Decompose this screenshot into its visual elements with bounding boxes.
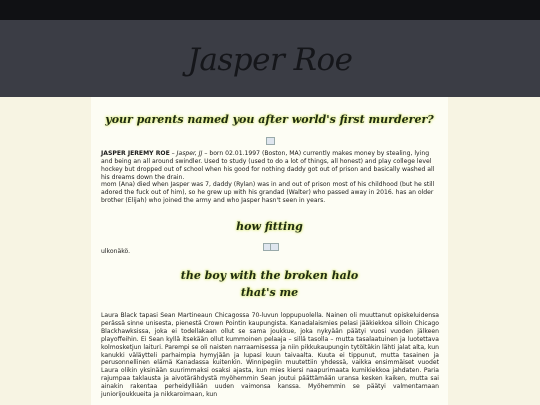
heading-how-fitting: how fitting	[236, 220, 303, 233]
appearance-label: ulkonäkö.	[101, 248, 131, 255]
heading-broken-halo: the boy with the broken halo that's me	[180, 269, 359, 299]
top-bar	[0, 0, 540, 20]
heading-name-origin: your parents named you after world's first murderer?	[105, 113, 434, 126]
family-paragraph: mom (Ana) died when Jasper was 7, daddy (Rylan) was in and out of prison most of his childhood (but he still adored the fuck out of him), so he grew up with his grandad (Walter) who passed away in 2016. has an older brother (Elijah) who joined the army and who Jasper hasn't seen in years.	[101, 181, 435, 204]
character-name: JASPER JEREMY ROE	[101, 150, 170, 157]
site-title[interactable]: Jasper Roe	[187, 41, 353, 78]
site-header	[0, 20, 540, 97]
intro-text: – born 02.01.1997 (Boston, MA) currently makes money by stealing, lying and being an all around swindler. Used to study (used to do a lot of things, all honest) and play college level hockey but dropped out of school when his good for nothing daddy got out of prison and basically washed all his dreams down the drain.	[101, 150, 435, 181]
story-paragraph: Laura Black tapasi Sean Martineaun Chicagossa 70-luvun loppupuolella. Nainen oli muuttanut opiskeluidensa perässä sinne unisesta, pienestä Crown Pointin kaupungista. Kanadalaismies pelasi jääkiekkoa silloin Chicago Blackhawksissa, joka ei todellakaan ollut se sama joukkue, joka nykyään päätyi vuosi vuoden jälkeen playoffeihin. Ei Sean kyllä itsekään ollut kummoinen pelaaja – sillä tasolla – mutta tasalaatuinen ja luotettava kolmosketjun laituri. Parempi se oli naisten narraamisessa ja niin pikkukaupungin tytöltäkin lähti jalat alta, kun kanukki väläytteli parhaimpia hymyjään ja lupasi kuun taivaalta. Kuuta ei tippunut, mutta tasainen ja perusonnellinen elämä Kanadassa kuitenkin. Winnipegiin muutettiin yhdessä, vaikka ensimmäiset vuodet Laura olikin yksinään suurimmaksi osaksi ajasta, kun mies kiersi naapurimaata kumikiekkoa jahdaten. Pariа rajumpaa taklausta ja aivotärähdystä myöhemmin Sean joutui päättämään uransa kesken kaiken, mutta sai ainakin rakentaa perheidylliään uuden vaimonsa kanssa. Myöhemmin se päätyi valmentamaan juniorijoukkueita ja nikkaroimaan, kun	[101, 312, 439, 399]
broken-image-icon	[266, 137, 275, 145]
intro-paragraph	[101, 150, 439, 182]
character-nickname: Jasper, JJ	[176, 150, 203, 157]
name-dash: –	[169, 150, 177, 157]
content-panel	[91, 97, 448, 405]
